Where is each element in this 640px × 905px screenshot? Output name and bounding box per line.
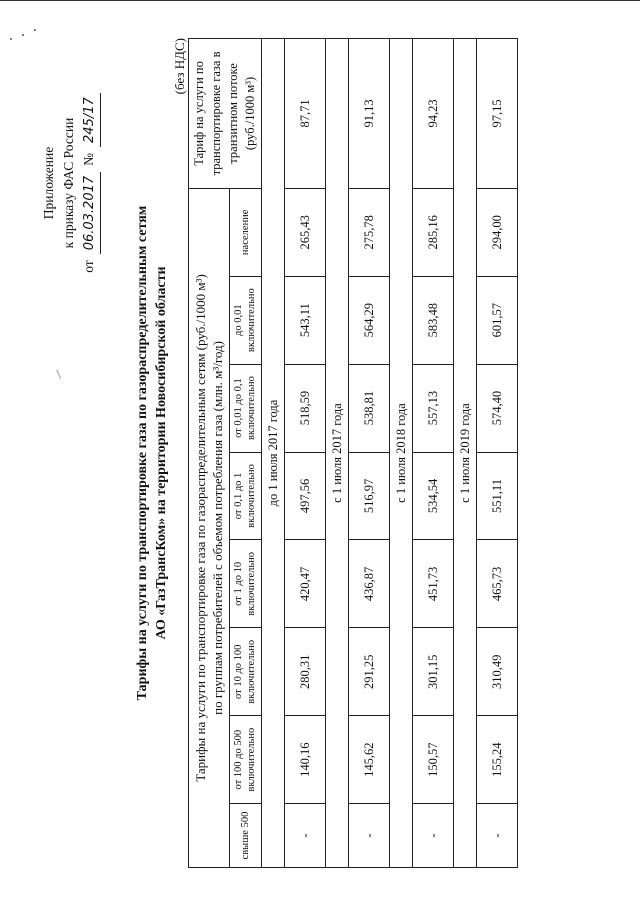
table-cell: 557,13 (413, 364, 454, 452)
number-prefix: № (81, 152, 96, 166)
date-prefix: от (81, 259, 96, 273)
column-header: от 100 до 500 включительно (229, 715, 261, 803)
table-cell: 291,25 (349, 627, 390, 715)
scan-edge-line (0, 0, 640, 1)
scan-speck (10, 38, 12, 40)
group-header-line-2: по группам потребителей с объемом потребления газа (млн. м³/год) (209, 340, 225, 715)
table-cell: 285,16 (413, 188, 454, 276)
period-label: до 1 июля 2017 года (262, 38, 285, 867)
table-cell: 564,29 (349, 276, 390, 364)
table-cell: 301,15 (413, 627, 454, 715)
column-header: население (229, 188, 261, 276)
table-cell: 150,57 (413, 715, 454, 803)
table-cell: 497,56 (285, 452, 326, 540)
table-cell: 420,47 (285, 539, 326, 627)
table-cell: 97,15 (477, 38, 518, 188)
table-cell: 534,54 (413, 452, 454, 540)
table-cell: 145,62 (349, 715, 390, 803)
table-cell: 280,31 (285, 627, 326, 715)
table-cell: 574,40 (477, 364, 518, 452)
column-header: от 0,01 до 0,1 включительно (229, 364, 261, 452)
table-cell: 294,00 (477, 188, 518, 276)
period-label: с 1 июля 2019 года (454, 38, 477, 867)
scan-speck (34, 29, 36, 31)
column-header: до 0,01 включительно (229, 276, 261, 364)
appendix-title: Приложение (41, 146, 56, 219)
table-cell: - (477, 803, 518, 867)
column-header: от 10 до 100 включительно (229, 627, 261, 715)
table-cell: 451,73 (413, 539, 454, 627)
table-cell: - (413, 803, 454, 867)
column-header: от 1 до 10 включительно (229, 539, 261, 627)
table-cell: 601,57 (477, 276, 518, 364)
group-header (189, 188, 230, 867)
handwritten-number: 245/17 (80, 93, 101, 147)
table-cell: 94,23 (413, 38, 454, 188)
column-header: свыше 500 (229, 803, 261, 867)
table-cell: - (349, 803, 390, 867)
table-cell: 543,11 (285, 276, 326, 364)
table-cell: 275,78 (349, 188, 390, 276)
table-cell: 436,87 (349, 539, 390, 627)
table-cell: - (285, 803, 326, 867)
table-cell: 140,16 (285, 715, 326, 803)
period-label: с 1 июля 2017 года (326, 38, 349, 867)
table-cell: 465,73 (477, 539, 518, 627)
table-cell: 87,71 (285, 38, 326, 188)
title-line-2: АО «ГазТрансКом» на территории Новосибирской области (154, 265, 169, 640)
column-header: от 0,1 до 1 включительно (229, 452, 261, 540)
appendix-date-line (79, 48, 101, 318)
rotated-document (35, 38, 605, 868)
table-cell: 155,24 (477, 715, 518, 803)
table-cell: 91,13 (349, 38, 390, 188)
title-line-1: Тарифы на услуги по транспортировке газа по газораспределительным сетям (135, 205, 150, 700)
table-cell: 516,97 (349, 452, 390, 540)
group-header-line-1: Тарифы на услуги по транспортировке газа по газораспределительным сетям (руб./1000 м³) (192, 273, 208, 782)
handwritten-date: 06.03.2017 (80, 171, 101, 253)
table-cell: 538,81 (349, 364, 390, 452)
tariff-table (188, 38, 518, 868)
table-cell: 583,48 (413, 276, 454, 364)
appendix-block (39, 48, 101, 318)
period-label: с 1 июля 2018 года (390, 38, 413, 867)
appendix-order-line: к приказу ФАС России (61, 117, 76, 248)
table-cell: 551,11 (477, 452, 518, 540)
transit-header: Тариф на услуги по транспортировке газа в транзитном потоке (руб./1000 м³) (189, 38, 262, 188)
table-cell: 310,49 (477, 627, 518, 715)
table-cell: 265,43 (285, 188, 326, 276)
table-cell: 518,59 (285, 364, 326, 452)
vat-note: (без НДС) (172, 37, 187, 94)
scan-speck (22, 34, 24, 36)
document-title (133, 38, 171, 868)
